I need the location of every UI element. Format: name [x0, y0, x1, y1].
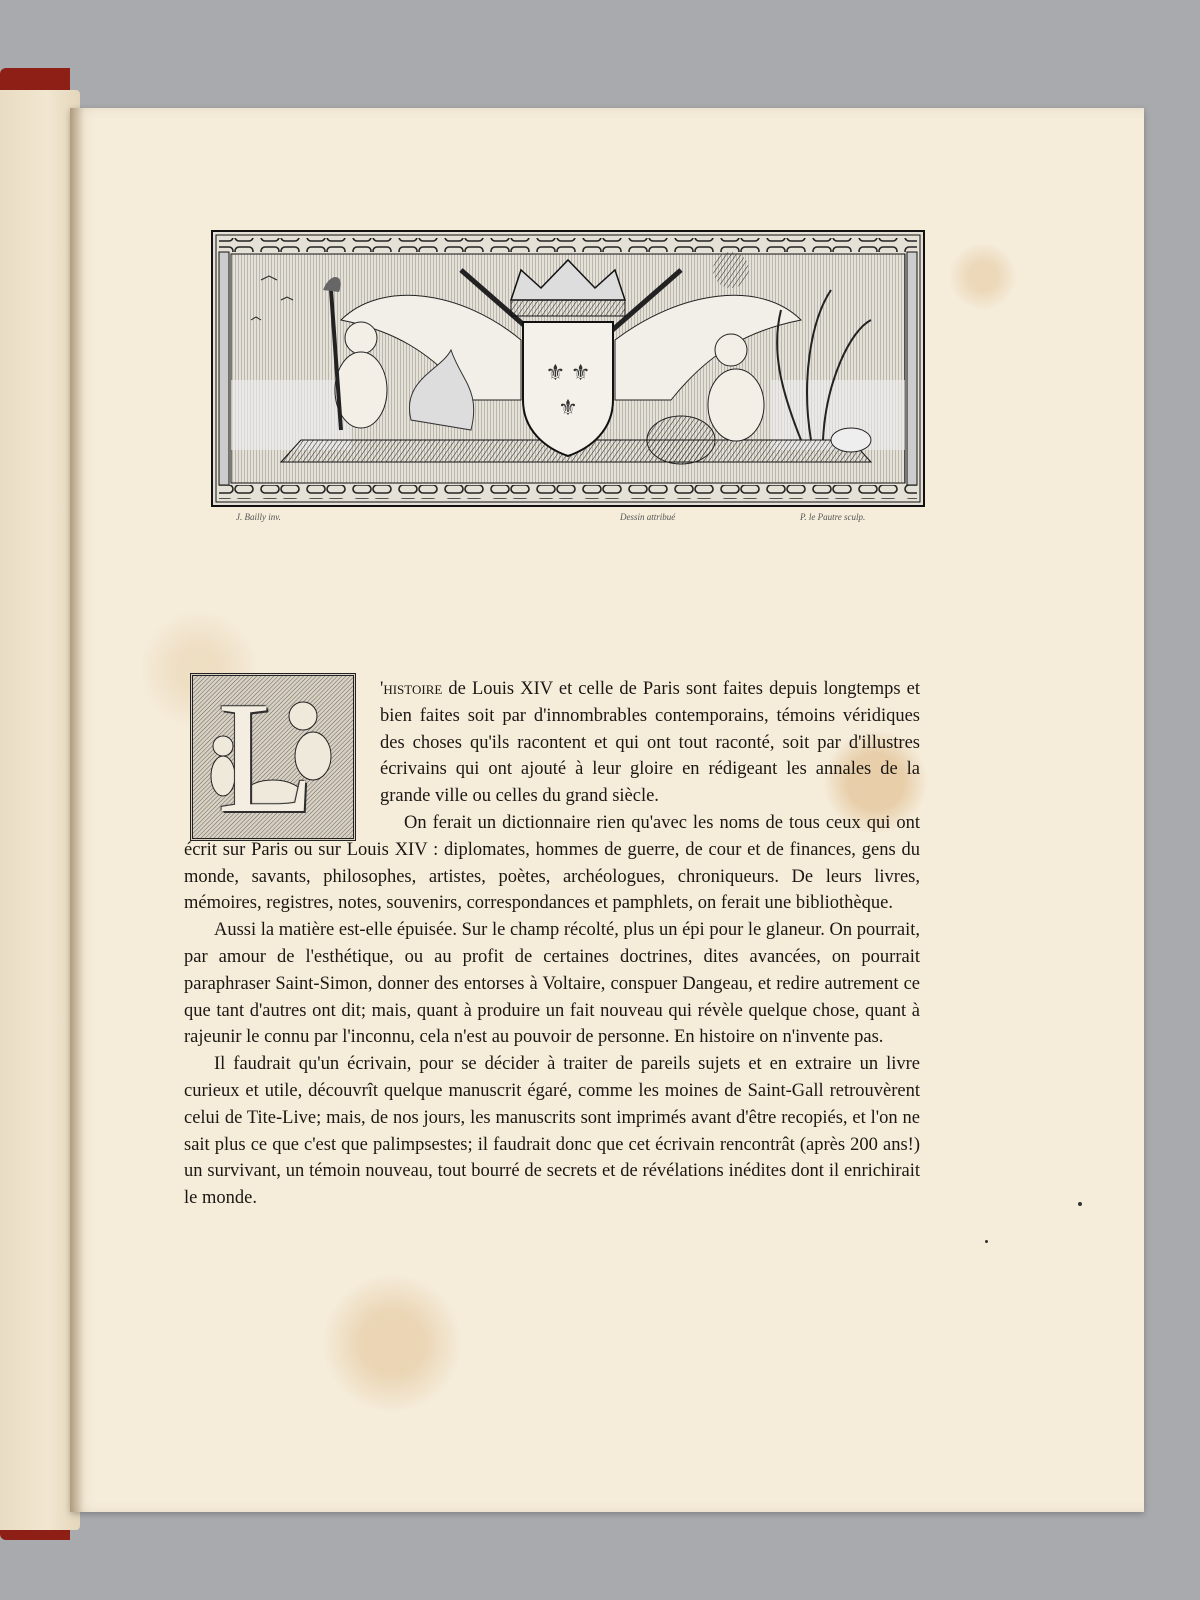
- dropcap-spacer: [184, 668, 380, 846]
- page-gutter: [70, 108, 84, 1512]
- engraving-credit-right: P. le Pautre sculp.: [800, 512, 866, 522]
- paragraph-3: Aussi la matière est-elle épuisée. Sur le champ récolté, plus un épi pour le glaneur. On pourrait, par amour de l'esthétique, ou au profit de certaines doctrines, dites avancées, on pourrait paraphraser Saint-Simon, donner des entorses à Voltaire, conspuer Dangeau, et redire autrement ce que tant d'autres ont dit; mais, quant à produire un fait nouveau qui révèle quelque chose, quant à rajeunir le connu par l'inconnu, cela n'est au pouvoir de personne. En histoire on n'invente pas.: [184, 920, 920, 1048]
- paragraph-4: Il faudrait qu'un écrivain, pour se décider à traiter de pareils sujets et en extraire un livre curieux et utile, découvrît quelque manuscrit égaré, comme les moines de Saint-Gall retrouvèrent celui de Tite-Live; mais, de nos jours, les manuscrits sont imprimés avant d'être recopiés, et l'on ne sait plus ce que c'est que palimpsestes; il faudrait donc que cet écrivain rencontrât (après 200 ans!) un survivant, un témoin nouveau, tout bourré de secrets et de révélations inédites dont il enrichirait le monde.: [184, 1054, 920, 1209]
- paragraph-2: On ferait un dictionnaire rien qu'avec les noms de tous ceux qui ont écrit sur Paris ou sur Louis XIV : diplomates, hommes de guerre, de cour et de finances, gens du monde, savants, philosophes, artistes, poètes, archéologues, chroniqueurs. De leurs livres, mémoires, registres, notes, souvenirs, correspondances et pamphlets, on ferait une bibliothèque.: [184, 812, 920, 914]
- engraved-headpiece: [211, 230, 925, 507]
- svg-text:⚜ ⚜: ⚜ ⚜: [545, 360, 591, 385]
- body-text: [184, 668, 920, 1212]
- page-speck: [985, 1240, 988, 1243]
- left-page-edge: [0, 90, 80, 1530]
- page-speck: [1078, 1202, 1082, 1206]
- engraving-credit-middle: Dessin attribué: [620, 512, 676, 522]
- paragraph-1-body: de Louis XIV et celle de Paris sont faites depuis longtemps et bien faites soit par d'innombrables contemporains, témoins véridiques des choses qu'ils racontent et qui ont tout raconté, soit par d'illustres écrivains qui ont ajouté à leur gloire en rédigeant les annales de la grande ville ou celles du grand siècle.: [380, 679, 920, 807]
- engraving-credit-left: J. Bailly inv.: [236, 512, 281, 522]
- svg-text:⚜: ⚜: [558, 395, 578, 420]
- paragraph-1-opening: 'histoire: [380, 679, 443, 699]
- dropcap-letter: L: [217, 668, 315, 846]
